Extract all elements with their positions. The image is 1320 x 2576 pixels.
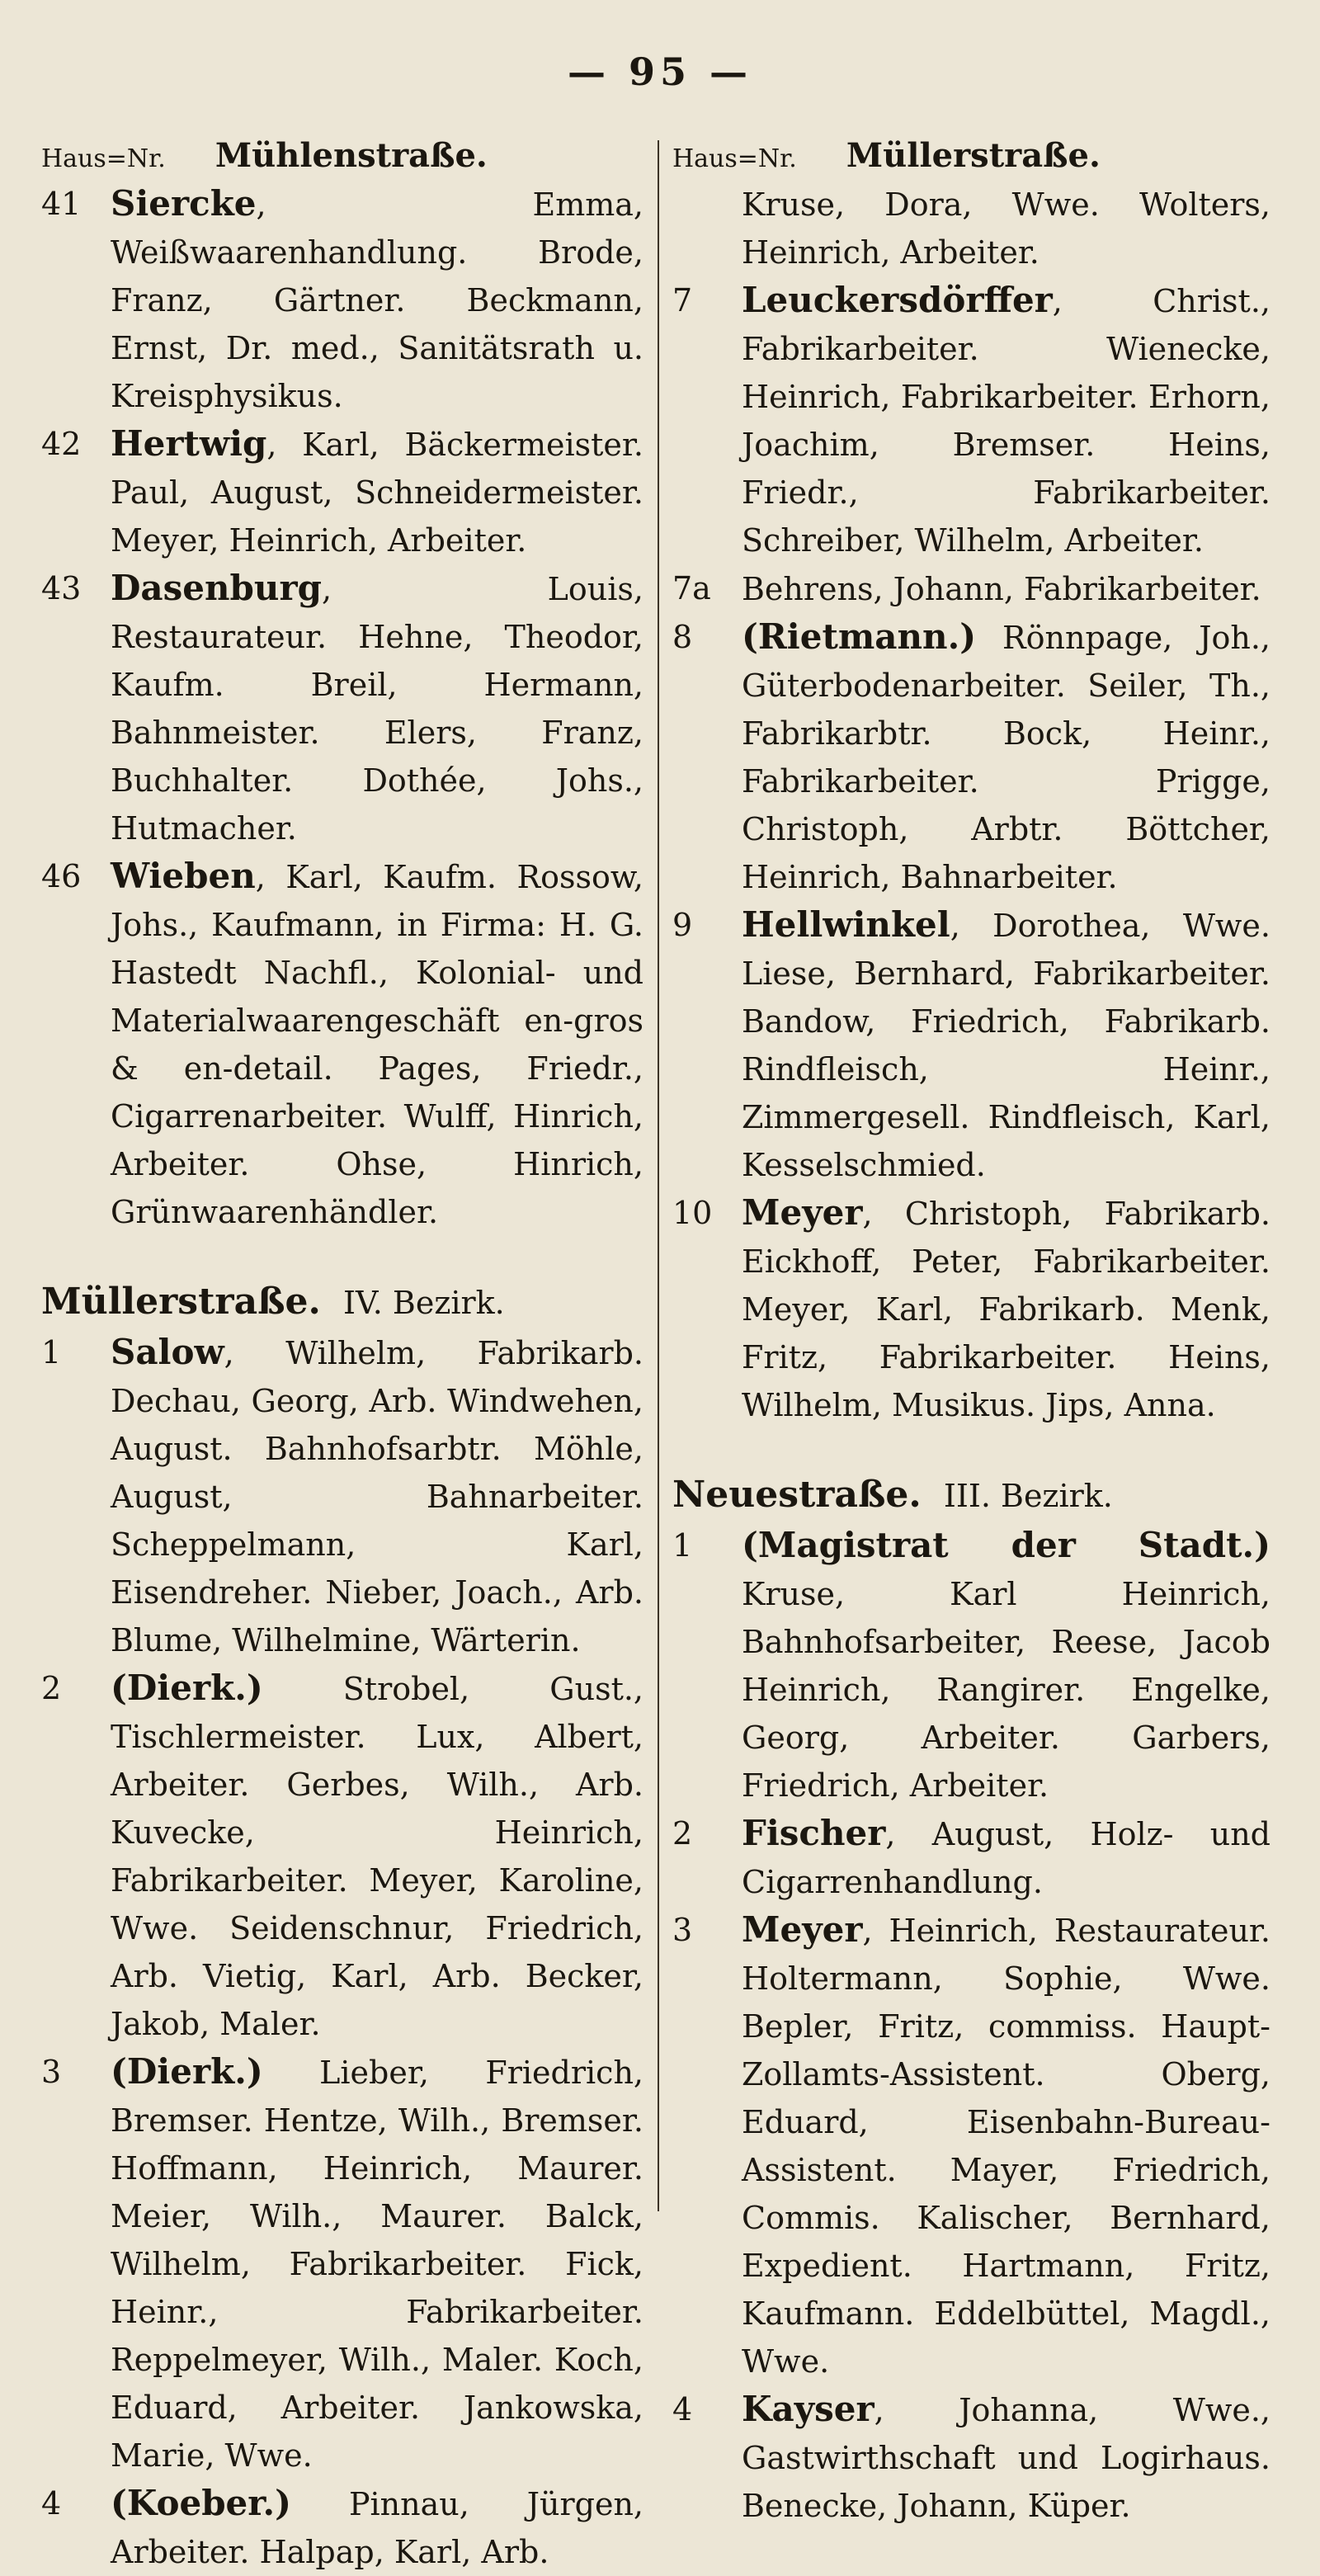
directory-entry (672, 564, 1270, 613)
resident-name: Meyer (742, 1909, 863, 1950)
street-heading: Müllerstraße. (846, 136, 1101, 175)
house-number: 3 (41, 2054, 62, 2090)
resident-name: Hertwig (111, 423, 267, 464)
entry-text (111, 2479, 644, 2576)
resident-name: (Koeber.) (111, 2483, 292, 2523)
resident-name: Meyer (742, 1192, 863, 1233)
entry-details: Behrens, Johann, Fabrikarbeiter. (742, 571, 1261, 607)
directory-entry (41, 180, 644, 420)
district-label: IV. Bezirk. (342, 1285, 505, 1321)
directory-entry (41, 1664, 644, 2048)
district-label: III. Bezirk. (943, 1478, 1113, 1514)
entry-details: , Christ., Fabrikarbeiter. Wienecke, Heinrich, Fabrikarbeiter. Erhorn, Joachim, Bremser. Heins, Friedr., Fabrikarbeiter. Schreiber, Wilhelm, Arbeiter. (742, 283, 1270, 559)
house-number: 4 (41, 2485, 62, 2522)
house-number: 10 (672, 1195, 713, 1231)
entry-text (111, 852, 644, 1236)
resident-name: (Dierk.) (111, 2051, 263, 2092)
entry-text (742, 1189, 1270, 1429)
entry-details: , Johanna, Wwe., Gastwirthschaft und Logirhaus. Benecke, Johann, Küper. (742, 2392, 1270, 2524)
house-number: 1 (672, 1527, 693, 1564)
house-number: 46 (41, 858, 82, 894)
entry-text (742, 180, 1270, 276)
entry-text (111, 1328, 644, 1664)
column-divider (658, 140, 659, 2211)
directory-entry (672, 1906, 1270, 2385)
directory-entry (672, 613, 1270, 901)
entry-text (111, 2048, 644, 2479)
section-heading (41, 1276, 644, 1328)
entry-text (111, 420, 644, 564)
directory-entry (41, 2479, 644, 2576)
directory-entry (672, 2385, 1270, 2530)
entry-text (742, 1906, 1270, 2385)
right-column (672, 132, 1270, 2530)
directory-entry (41, 1328, 644, 1664)
left-column-header (41, 132, 644, 180)
directory-entry (672, 1522, 1270, 1809)
entry-details: Strobel, Gust., Tischlermeister. Lux, Albert, Arbeiter. Gerbes, Wilh., Arb. Kuvecke, Heinrich, Fabrikarbeiter. Meyer, Karoline, Wwe. Seidenschnur, Friedrich, Arb. Vietig, Karl, Arb. Becker, Jakob, Maler. (111, 1671, 644, 2042)
entry-details: , Heinrich, Restaurateur. Holtermann, Sophie, Wwe. Bepler, Fritz, commiss. Haupt-Zollamts-Assistent. Oberg, Eduard, Eisenbahn-Bureau-Assistent. Mayer, Friedrich, Commis. Kalischer, Bernhard, Expedient. Hartmann, Fritz, Kaufmann. Eddelbüttel, Magdl., Wwe. (742, 1913, 1270, 2380)
right-entry-list (672, 180, 1270, 1429)
resident-name: Leuckersdörffer (742, 280, 1053, 320)
entry-details: Kruse, Dora, Wwe. Wolters, Heinrich, Arbeiter. (742, 186, 1270, 271)
street-heading: Mühlenstraße. (214, 136, 488, 175)
house-number: 2 (672, 1815, 693, 1852)
resident-name: Siercke (111, 183, 257, 224)
entry-text (111, 180, 644, 420)
directory-entry (672, 180, 1270, 276)
resident-name: Salow (111, 1332, 224, 1372)
right-column-header (672, 132, 1270, 180)
house-number-label: Haus=Nr. (41, 144, 166, 173)
left-column (41, 132, 644, 2576)
entry-details: , Christoph, Fabrikarb. Eickhoff, Peter, Fabrikarbeiter. Meyer, Karl, Fabrikarb. Menk, Fritz, Fabrikarbeiter. Heins, Wilhelm, Musikus. Jips, Anna. (742, 1196, 1270, 1423)
entry-text (742, 901, 1270, 1189)
entry-details: , Wilhelm, Fabrikarb. Dechau, Georg, Arb. Windwehen, August. Bahnhofsarbtr. Möhle, August, Bahnarbeiter. Scheppelmann, Karl, Eisendreher. Nieber, Joach., Arb. Blume, Wilhelmine, Wärterin. (111, 1335, 644, 1658)
entry-text (742, 564, 1270, 613)
entry-details: , Louis, Restaurateur. Hehne, Theodor, Kaufm. Breil, Hermann, Bahnmeister. Elers, Franz, Buchhalter. Dothée, Johs., Hutmacher. (111, 571, 644, 847)
entry-text (742, 613, 1270, 901)
resident-name: (Magistrat der Stadt.) (742, 1525, 1270, 1565)
entry-text (742, 1809, 1270, 1906)
house-number: 7a (672, 570, 711, 606)
house-number: 4 (672, 2391, 693, 2427)
house-number: 9 (672, 907, 693, 943)
street-heading: Müllerstraße. (41, 1281, 321, 1323)
entry-text (742, 2385, 1270, 2530)
house-number: 7 (672, 282, 693, 318)
right-entry-list-2 (672, 1522, 1270, 2530)
entry-details: Pinnau, Jürgen, Arbeiter. Halpap, Karl, Arb. (111, 2486, 644, 2570)
resident-name: Wieben (111, 856, 256, 896)
house-number: 43 (41, 570, 82, 606)
entry-details: , Karl, Bäckermeister. Paul, August, Schneidermeister. Meyer, Heinrich, Arbeiter. (111, 427, 644, 559)
resident-name: (Dierk.) (111, 1668, 263, 1708)
left-entry-list (41, 180, 644, 1236)
entry-details: Kruse, Karl Heinrich, Bahnhofsarbeiter, Reese, Jacob Heinrich, Rangirer. Engelke, Georg, Arbeiter. Garbers, Friedrich, Arbeiter. (742, 1576, 1270, 1804)
house-number: 42 (41, 426, 82, 462)
directory-entry (672, 1189, 1270, 1429)
directory-entry (41, 420, 644, 564)
resident-name: Hellwinkel (742, 904, 950, 945)
house-number: 2 (41, 1670, 62, 1706)
entry-details: , August, Holz- und Cigarrenhandlung. (742, 1816, 1270, 1900)
directory-entry (41, 564, 644, 852)
house-number-label: Haus=Nr. (672, 144, 797, 173)
street-heading: Neuestraße. (672, 1474, 922, 1516)
left-entry-list-2 (41, 1328, 644, 2576)
resident-name: (Rietmann.) (742, 616, 977, 657)
entry-details: , Karl, Kaufm. Rossow, Johs., Kaufmann, in Firma: H. G. Hastedt Nachfl., Kolonial- und Materialwaarengeschäft en-gros & en-detail. Pages, Friedr., Cigarrenarbeiter. Wulff, Hinrich, Arbeiter. Ohse, Hinrich, Grünwaarenhändler. (111, 859, 644, 1230)
entry-details: Lieber, Friedrich, Bremser. Hentze, Wilh., Bremser. Hoffmann, Heinrich, Maurer. Meier, Wilh., Maurer. Balck, Wilhelm, Fabrikarbeiter. Fick, Heinr., Fabrikarbeiter. Reppelmeyer, Wilh., Maler. Koch, Eduard, Arbeiter. Jankowska, Marie, Wwe. (111, 2055, 644, 2474)
directory-entry (672, 276, 1270, 564)
house-number: 41 (41, 186, 82, 222)
entry-text (742, 1522, 1270, 1809)
section-heading (672, 1469, 1270, 1522)
directory-entry (41, 2048, 644, 2479)
house-number: 8 (672, 619, 693, 655)
entry-details: , Emma, Weißwaarenhandlung. Brode, Franz, Gärtner. Beckmann, Ernst, Dr. med., Sanitätsrath u. Kreisphysikus. (111, 186, 644, 414)
resident-name: Dasenburg (111, 568, 322, 608)
entry-text (742, 276, 1270, 564)
directory-entry (672, 1809, 1270, 1906)
directory-entry (672, 901, 1270, 1189)
house-number: 3 (672, 1912, 693, 1948)
entry-text (111, 1664, 644, 2048)
directory-entry (41, 852, 644, 1236)
resident-name: Kayser (742, 2389, 874, 2429)
entry-details: , Dorothea, Wwe. Liese, Bernhard, Fabrikarbeiter. Bandow, Friedrich, Fabrikarb. Rindfleisch, Heinr., Zimmergesell. Rindfleisch, Karl, Kesselschmied. (742, 908, 1270, 1183)
entry-details: Rönnpage, Joh., Güterbodenarbeiter. Seiler, Th., Fabrikarbtr. Bock, Heinr., Fabrikarbeiter. Prigge, Christoph, Arbtr. Böttcher, Heinrich, Bahnarbeiter. (742, 620, 1270, 895)
house-number: 1 (41, 1334, 62, 1371)
resident-name: Fischer (742, 1813, 886, 1853)
page-number: — 95 — (567, 50, 753, 94)
entry-text (111, 564, 644, 852)
